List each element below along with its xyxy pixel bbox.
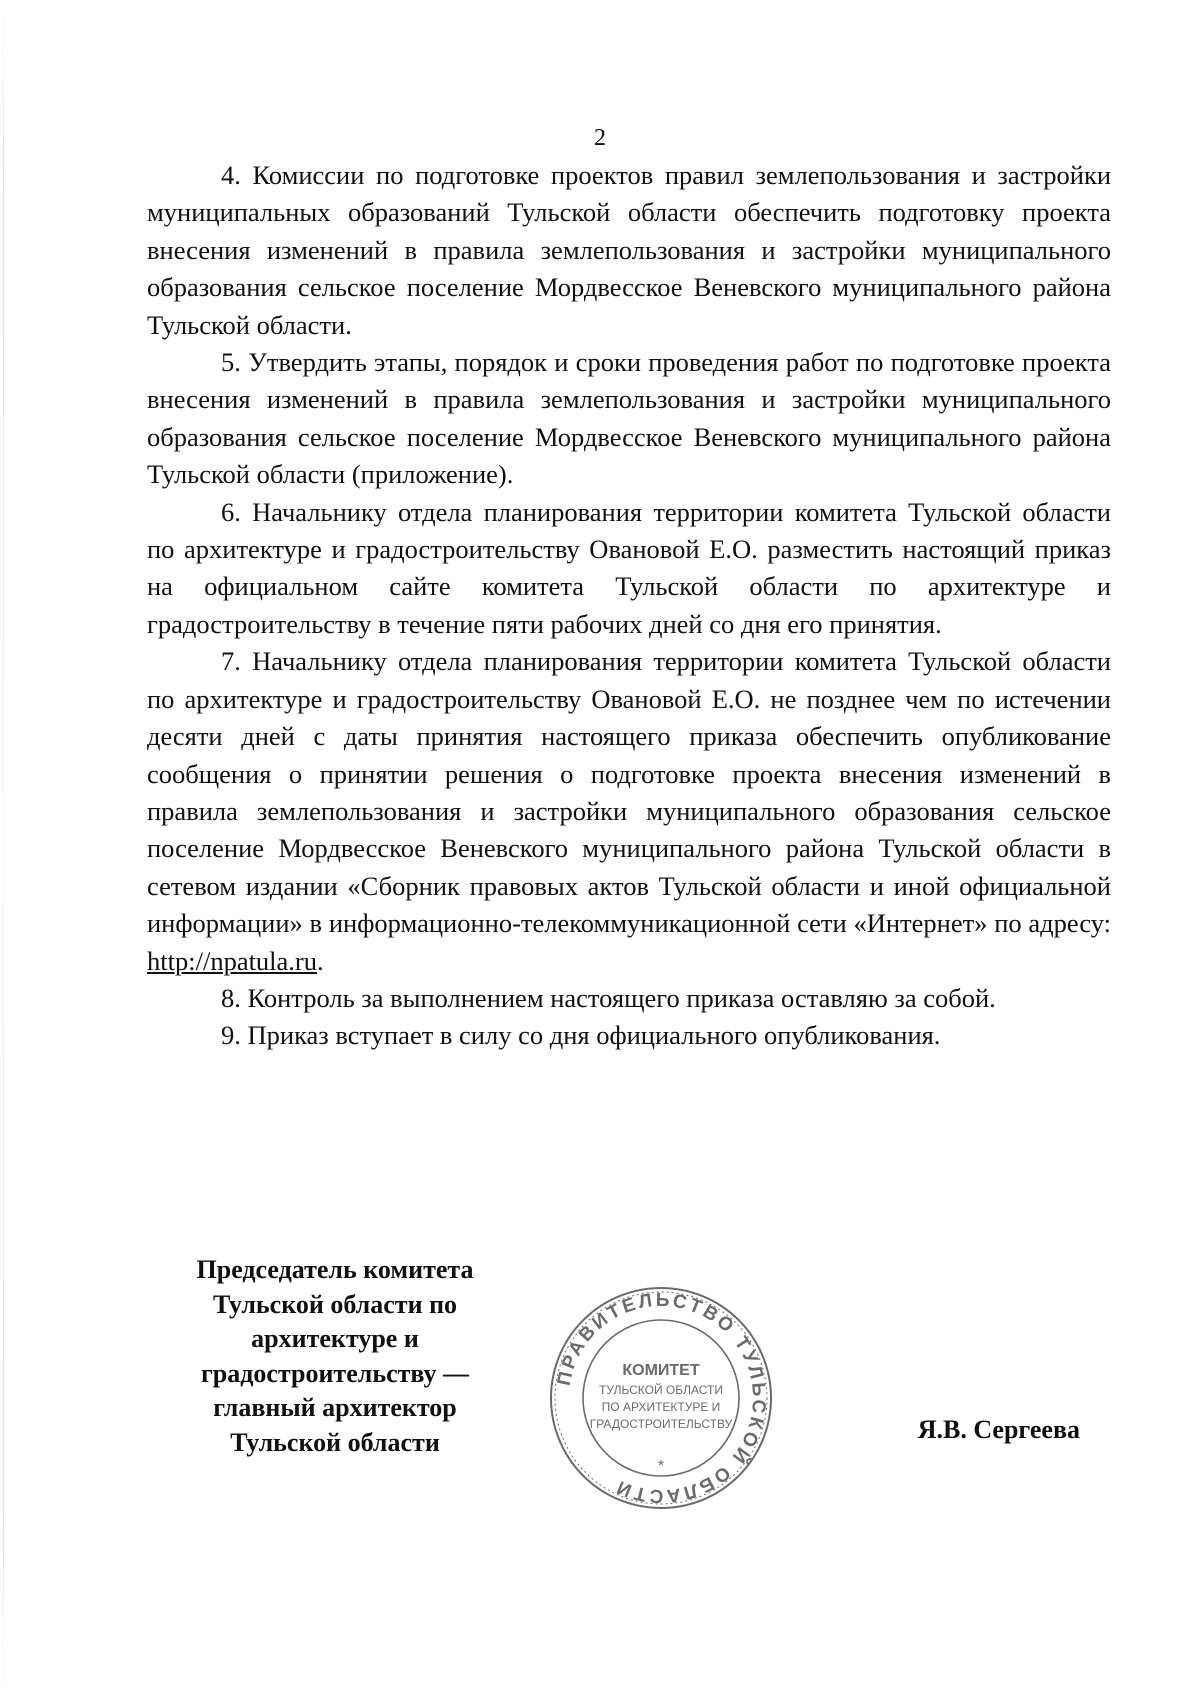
stamp-center-line: ТУЛЬСКОЙ ОБЛАСТИ xyxy=(599,1383,723,1397)
stamp-outer-text: ПРАВИТЕЛЬСТВО ТУЛЬСКОЙ ОБЛАСТИ xyxy=(553,1289,770,1507)
stamp-center-line: ГРАДОСТРОИТЕЛЬСТВУ xyxy=(589,1417,733,1431)
official-stamp xyxy=(548,1285,774,1511)
paragraph-8: 8. Контроль за выполнением настоящего приказа оставляю за собой. xyxy=(221,982,996,1013)
signatory-position-line: главный архитектор xyxy=(213,1393,457,1422)
page-number: 2 xyxy=(594,125,606,151)
signatory-position-line: Тульской области xyxy=(230,1427,440,1457)
signatory-position-line: градостроительству — xyxy=(200,1358,470,1388)
stamp-center-line: ПО АРХИТЕКТУРЕ И xyxy=(601,1400,721,1414)
paragraph-5: 5. Утвердить этапы, порядок и сроки проведения работ по подготовке проекта внесения изменений в правила землепользования и застройки муниципального образования сельское поселение Мордвесское Веневского муниципального района Тульской области (приложение). xyxy=(147,347,1111,490)
npatula-link[interactable]: http://npatula.ru xyxy=(147,945,318,976)
scan-margin-line xyxy=(3,0,4,1698)
signatory-position-line: Председатель комитета xyxy=(196,1255,474,1284)
paragraph-7-text: 7. Начальнику отдела планирования территории комитета Тульской области по архитектуре и градостроительству Овановой Е.О. не позднее чем по истечении десяти дней с даты принятия настоящего приказа обеспечить опубликование сообщения о принятии решения о подготовке проекта внесения изменений в правила землепользования и застройки муниципального образования сельское поселение Мордвесское Веневского муниципального района Тульской области в сетевом издании «Сборник правовых актов Тульской области и иной официальной информации» в информационно-телекоммуникационной сети «Интернет» по адресу: xyxy=(147,646,1111,939)
stamp-seal-icon xyxy=(548,1285,774,1511)
signatory-name: Я.В. Сергеева xyxy=(917,1415,1080,1444)
signatory-position xyxy=(170,1253,500,1460)
signatory-position-line: архитектуре и xyxy=(251,1324,419,1353)
paragraph-7 xyxy=(147,643,1111,980)
paragraph-7-tail: . xyxy=(317,945,324,976)
stamp-center-line: КОМИТЕТ xyxy=(622,1362,700,1379)
paragraph-9: 9. Приказ вступает в силу со дня официального опубликования. xyxy=(221,1020,941,1051)
document-body xyxy=(147,157,1111,1055)
signatory-position-line: Тульской области по xyxy=(212,1289,458,1319)
paragraph-4: 4. Комиссии по подготовке проектов правил землепользования и застройки муниципальных образований Тульской области обеспечить подготовку проекта внесения изменений в правила землепользования и застройки муниципального образования сельское поселение Мордвесское Веневского муниципального района Тульской области. xyxy=(147,160,1111,340)
stamp-star: * xyxy=(657,1458,665,1475)
paragraph-6: 6. Начальнику отдела планирования территории комитета Тульской области по архитектуре и градостроительству Овановой Е.О. разместить настоящий приказ на официальном сайте комитета Тульской области по архитектуре и градостроительству в течение пяти рабочих дней со дня его принятия. xyxy=(147,496,1111,639)
